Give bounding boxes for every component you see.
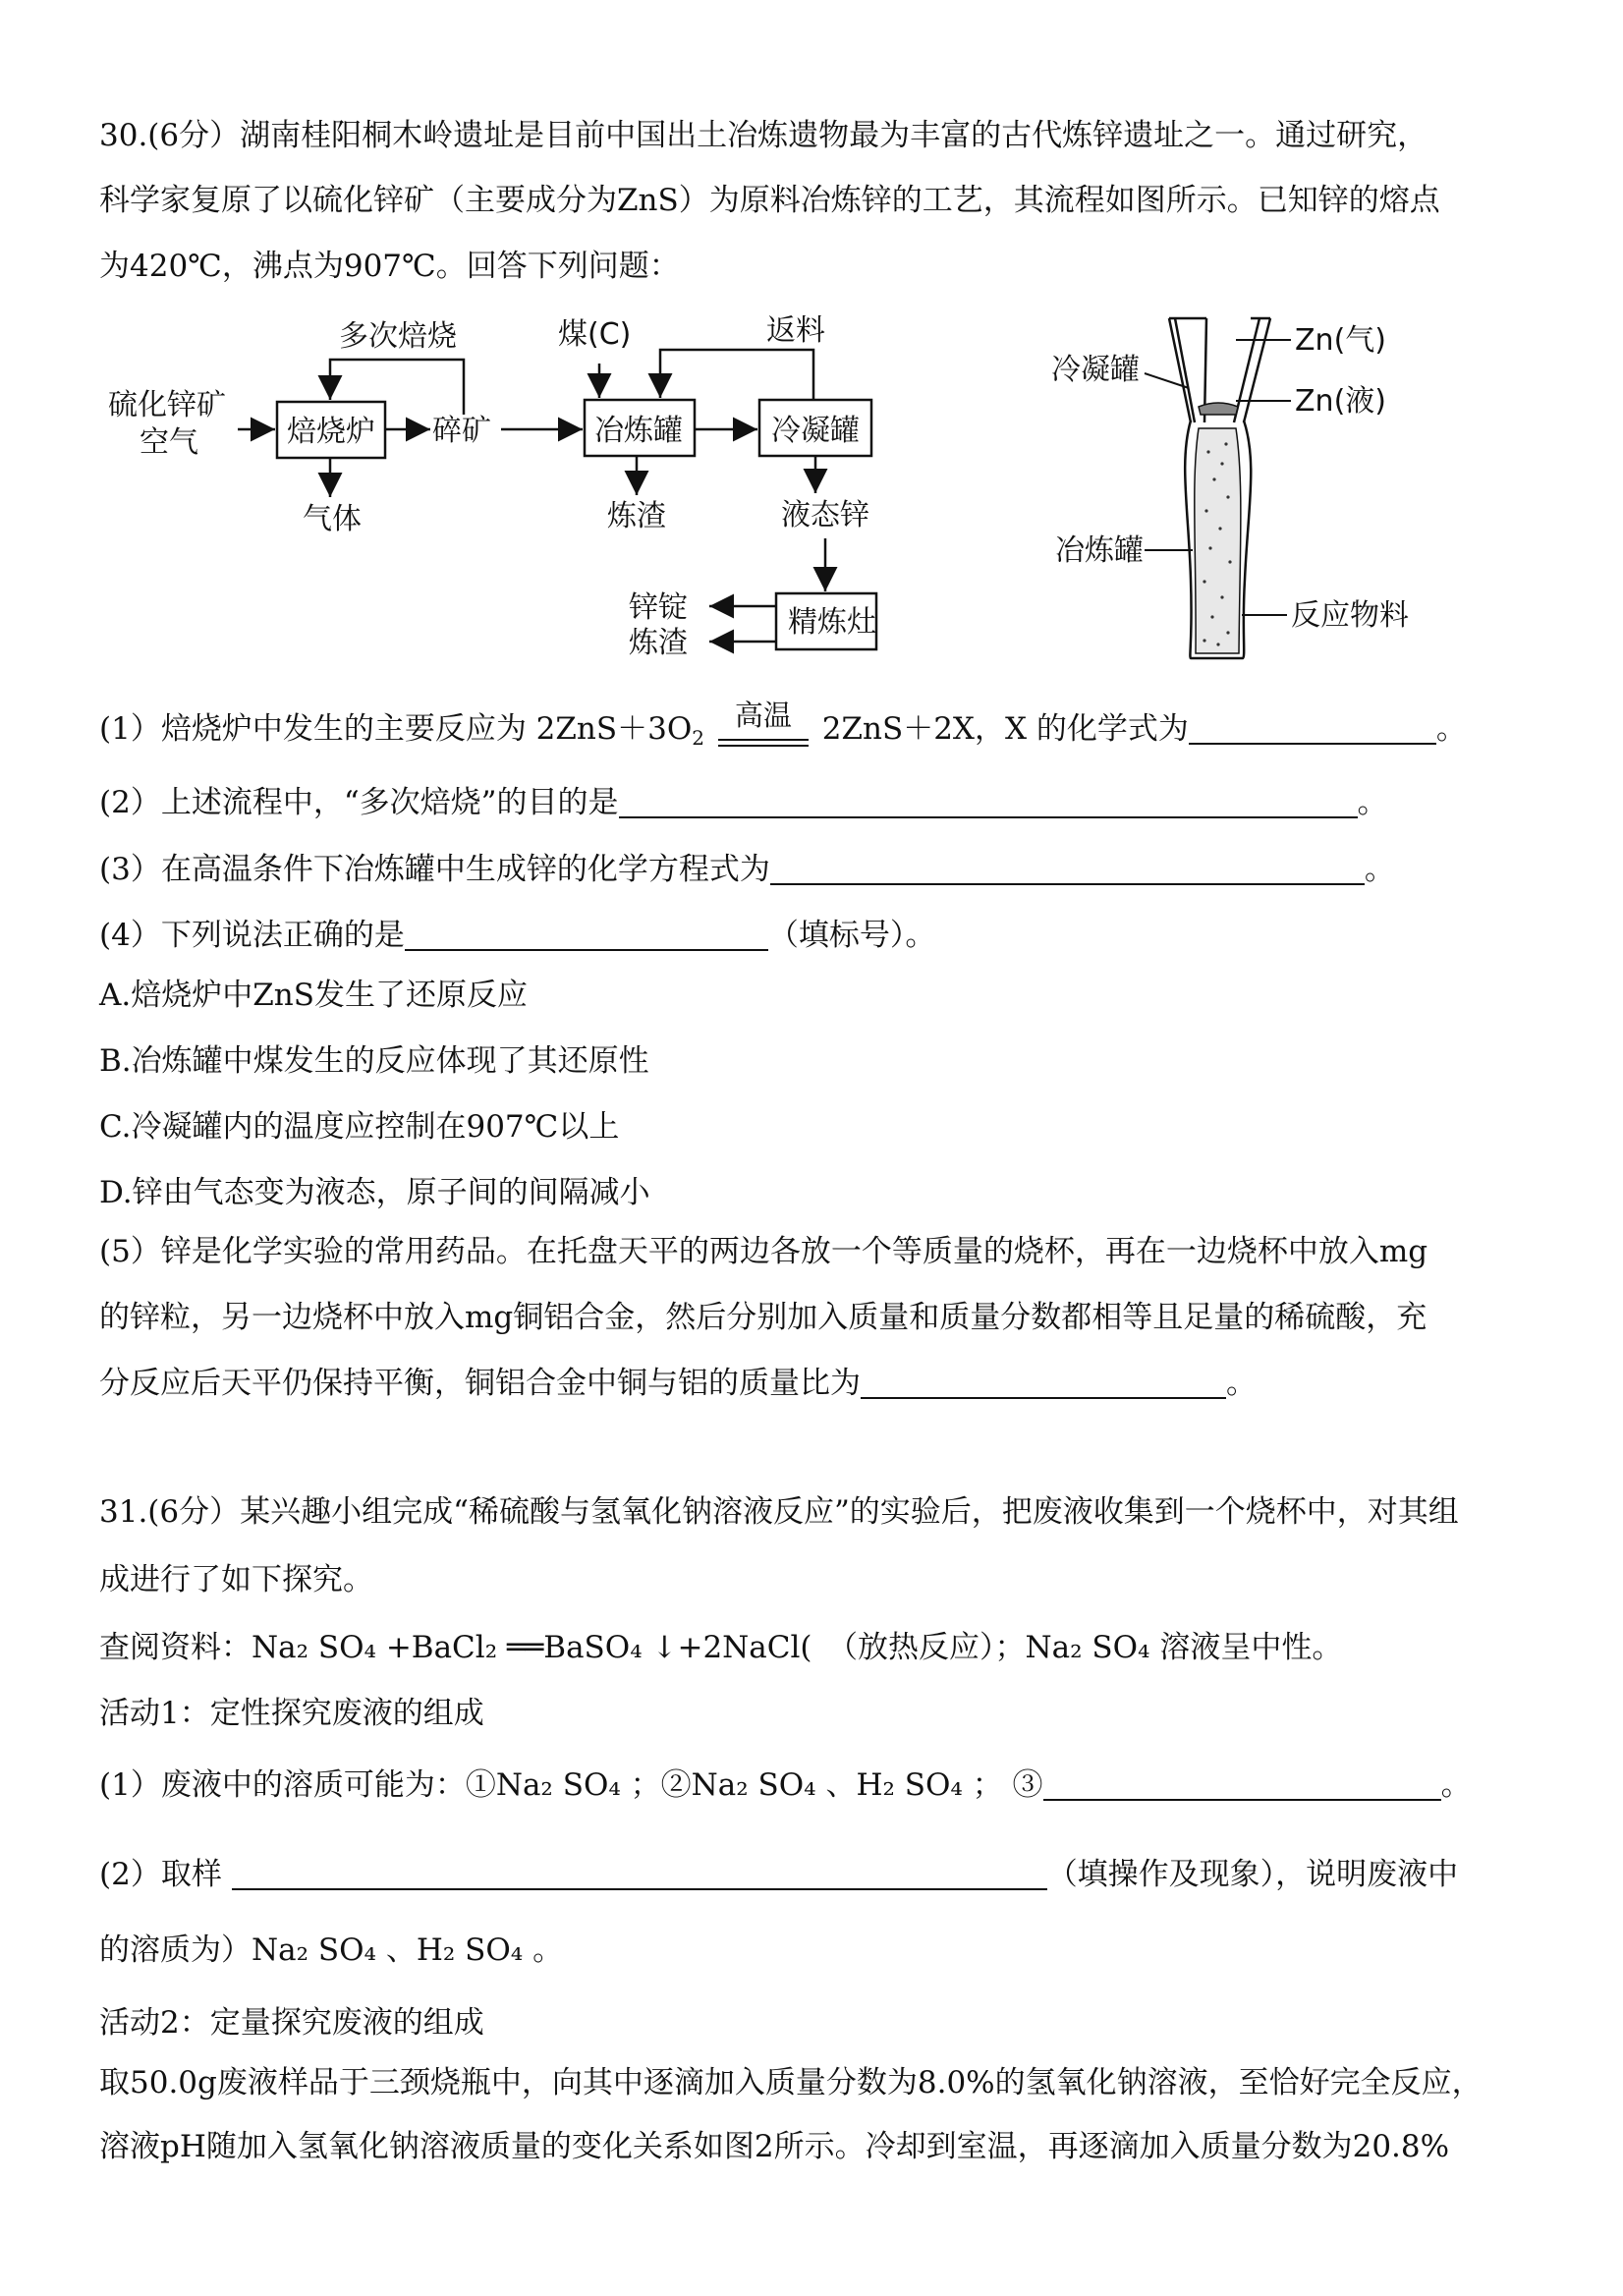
device-material-label: 反应物料 (1291, 598, 1409, 633)
q31-intro-line2: 成进行了如下探究。 (99, 1562, 373, 1597)
flow-roaster-label: 焙烧炉 (287, 415, 375, 449)
a1q1-answer-blank[interactable] (1043, 1769, 1441, 1801)
q31-activity2-line2: 溶液pH随加入氢氧化钠溶液质量的变化关系如图2所示。冷却到室温，再逐滴加入质量分数为20.8% (99, 2129, 1450, 2164)
q1-text-pre: (1）焙烧炉中发生的主要反应为 2ZnS＋3O (99, 711, 693, 747)
flow-coal-label: 煤(C) (558, 317, 632, 352)
q1-end: 。 (1435, 711, 1467, 747)
q31-activity1-question-1 (99, 1765, 1472, 1805)
flow-liquid-zinc-label: 液态锌 (781, 498, 869, 532)
q30-question-5-line3 (99, 1364, 1257, 1403)
q3-end: 。 (1364, 852, 1395, 887)
flow-refiner-label: 精炼灶 (788, 605, 876, 640)
q30-question-5-line2: 的锌粒，另一边烧杯中放入mg铜铝合金，然后分别加入质量和质量分数都相等且足量的稀硫酸，充 (99, 1300, 1427, 1335)
q30-intro-line2: 科学家复原了以硫化锌矿（主要成分为ZnS）为原料冶炼锌的工艺，其流程如图所示。已知锌的熔点 (99, 183, 1440, 218)
flow-crushed-label: 碎矿 (432, 414, 491, 448)
q1-o2-subscript: 2 (692, 726, 705, 750)
q2-end: 。 (1357, 785, 1388, 820)
a1q1-end: 。 (1440, 1767, 1472, 1803)
a1q1-text: (1）废液中的溶质可能为：①Na₂ SO₄ ；②Na₂ SO₄ 、H₂ SO₄ ； ③ (99, 1767, 1043, 1803)
a1q2-answer-blank[interactable] (232, 1859, 1047, 1890)
q2-text: (2）上述流程中，“多次焙烧”的目的是 (99, 785, 619, 820)
q3-text: (3）在高温条件下冶炼罐中生成锌的化学方程式为 (99, 852, 770, 887)
flow-input-zns: 硫化锌矿 (108, 388, 226, 422)
device-smelter-label: 冶炼罐 (1055, 533, 1144, 568)
flow-smelter-label: 冶炼罐 (594, 414, 683, 448)
retort-device-diagram (1041, 305, 1434, 678)
device-zn-liquid-label: Zn(液) (1295, 384, 1386, 419)
flow-ingot-label: 锌锭 (629, 590, 688, 625)
flow-return-label: 返料 (766, 313, 825, 348)
q4-answer-blank[interactable] (405, 920, 768, 951)
q30-question-4 (99, 916, 935, 955)
q30-question-3 (99, 850, 1395, 889)
flow-loop-label: 多次焙烧 (339, 319, 457, 354)
flow-slag1-label: 炼渣 (607, 499, 666, 533)
q31-intro-line1: 31.(6分）某兴趣小组完成“稀硫酸与氢氧化钠溶液反应”的实验后，把废液收集到一个烧杯中，对其组 (99, 1494, 1459, 1530)
a1q2-text-pre: (2）取样 (99, 1857, 222, 1892)
device-zn-gas-label: Zn(气) (1295, 323, 1386, 358)
q30-intro-line1: 30.(6分）湖南桂阳桐木岭遗址是目前中国出土冶炼遗物最为丰富的古代炼锌遗址之一。通过研究， (99, 118, 1428, 153)
process-flow-diagram (88, 305, 953, 678)
q1-reaction-condition: 高温 (714, 715, 812, 743)
q5-answer-blank[interactable] (861, 1368, 1226, 1399)
flow-condenser-label: 冷凝罐 (771, 414, 860, 448)
a1q2-text-post: （填操作及现象），说明废液中 (1046, 1857, 1459, 1892)
q30-option-c: C.冷凝罐内的温度应控制在907℃以上 (99, 1109, 620, 1145)
q4-end: （填标号）。 (767, 918, 936, 953)
q1-answer-blank[interactable] (1189, 713, 1436, 745)
q30-option-b: B.冶炼罐中煤发生的反应体现了其还原性 (99, 1043, 649, 1079)
q31-activity1-title: 活动1：定性探究废液的组成 (99, 1696, 484, 1731)
flow-input-air: 空气 (140, 425, 198, 460)
q31-activity1-question-2-line2: 的溶质为）Na₂ SO₄ 、H₂ SO₄ 。 (99, 1932, 564, 1968)
q30-option-d: D.锌由气态变为液态，原子间的间隔减小 (99, 1175, 650, 1210)
q5-text: 分反应后天平仍保持平衡，铜铝合金中铜与铝的质量比为 (99, 1366, 861, 1401)
q3-answer-blank[interactable] (770, 854, 1365, 885)
flow-gas-label: 气体 (303, 502, 362, 536)
q30-intro-line3: 为420℃，沸点为907℃。回答下列问题： (99, 249, 680, 284)
q31-activity2-title: 活动2：定量探究废液的组成 (99, 2005, 484, 2041)
q31-reference-info: 查阅资料：Na₂ SO₄ +BaCl₂ ══BaSO₄ ↓+2NaCl( （放热反应）；Na₂ SO₄ 溶液呈中性。 (99, 1630, 1343, 1665)
q4-text: (4）下列说法正确的是 (99, 918, 405, 953)
q2-answer-blank[interactable] (619, 787, 1358, 818)
q5-end: 。 (1226, 1366, 1257, 1401)
q30-question-5-line1: (5）锌是化学实验的常用药品。在托盘天平的两边各放一个等质量的烧杯，再在一边烧杯中放入mg (99, 1234, 1428, 1269)
device-condenser-label: 冷凝罐 (1051, 353, 1140, 387)
q30-question-2 (99, 783, 1388, 822)
q31-activity1-question-2 (99, 1855, 1458, 1894)
flow-slag2-label: 炼渣 (629, 626, 688, 660)
q30-question-1 (99, 699, 1467, 757)
q31-activity2-line1: 取50.0g废液样品于三颈烧瓶中，向其中逐滴加入质量分数为8.0%的氢氧化钠溶液，至恰好完全反应， (99, 2065, 1483, 2100)
q1-text-post: 2ZnS＋2X，X 的化学式为 (821, 711, 1189, 747)
q30-option-a: A.焙烧炉中ZnS发生了还原反应 (99, 978, 528, 1013)
